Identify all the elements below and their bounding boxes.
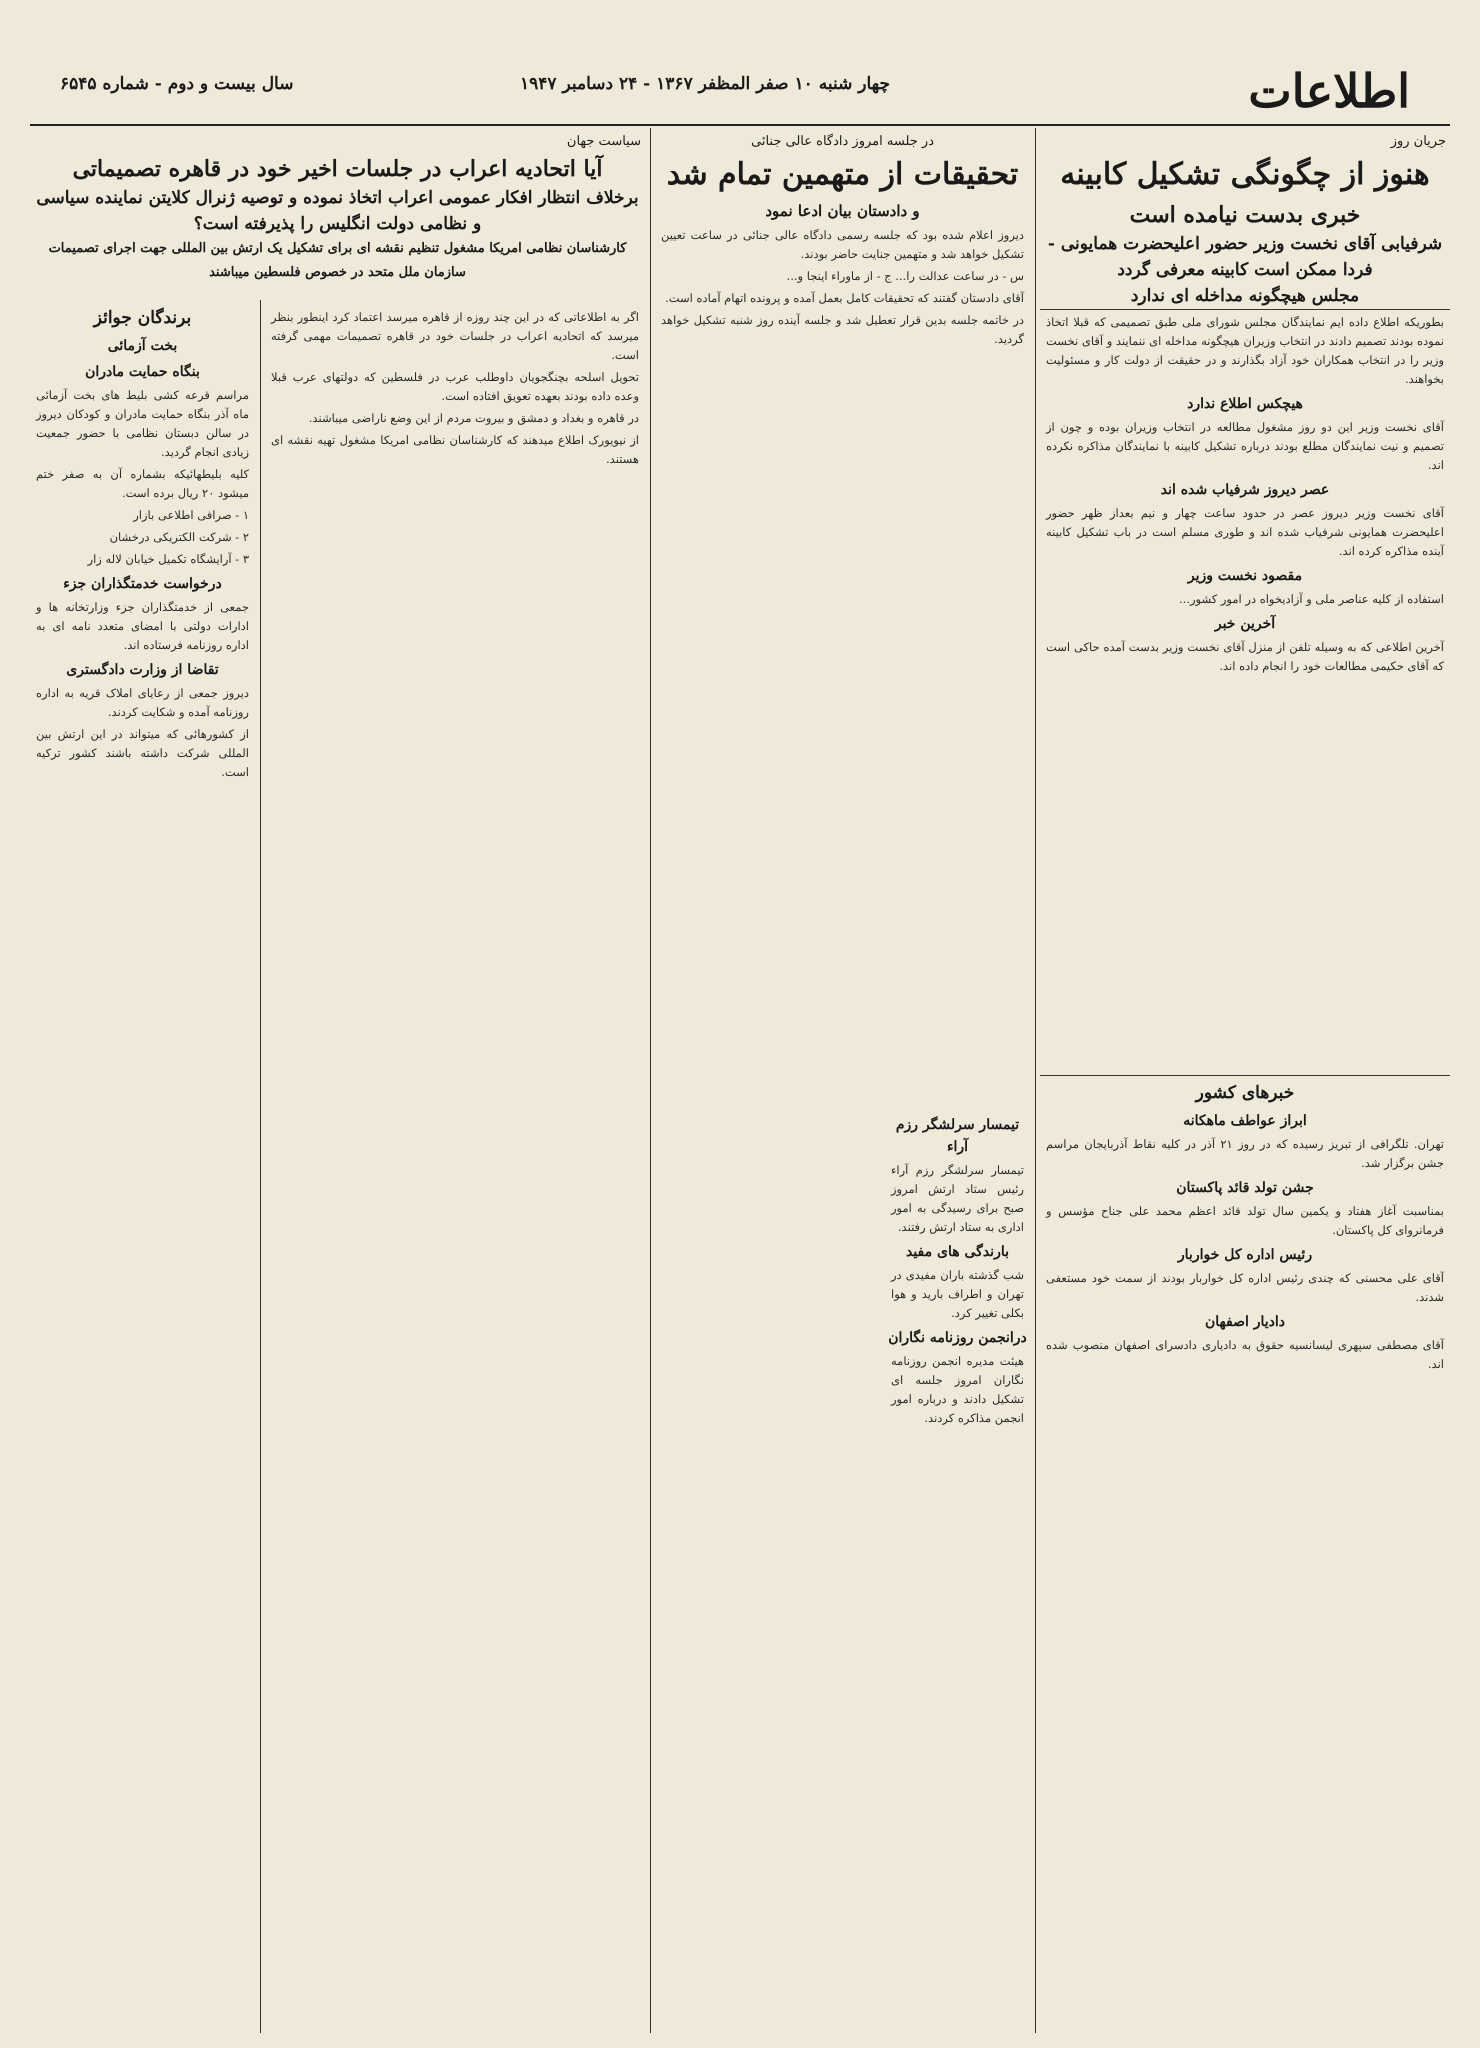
world-politics-header (30, 130, 645, 300)
prize-line: ۱ - صرافی اطلاعی بازار (133, 508, 249, 522)
headline: هنوز از چگونگی تشکیل کابینه (1060, 157, 1430, 192)
crosshead: درانجمن روزنامه نگاران (888, 1330, 1027, 1346)
pull-quote: کارشناسان نظامی امریکا مشغول تنظیم نقشه ای برای تشکیل یک ارتش بین المللی جهت اجرای تصمیمات سازمان ملل متحد در خصوص فلسطین میباشند (48, 241, 627, 280)
headline: تحقیقات از متهمین تمام شد (666, 157, 1019, 192)
section-kicker: در جلسه امروز دادگاه عالی جنائی (751, 134, 934, 149)
paragraph: تهران. تلگرافی از تبریز رسیده که در روز ۲۱ آذر در کلیه نقاط آذربایجان مراسم جشن برگزار شد. (1046, 1137, 1444, 1170)
domestic-news-column (1040, 1080, 1450, 2030)
crosshead: تیمسار سرلشگر رزم آراء (895, 1117, 1020, 1155)
paragraph: آقای دادستان گفتند که تحقیقات کامل بعمل آمده و پرونده اتهام آماده است. (665, 291, 1024, 305)
crosshead: عصر دیروز شرفیاب شده اند (1160, 482, 1330, 498)
prize-line: ۲ - شرکت الکتریکی درخشان (109, 530, 249, 544)
paragraph: تحویل اسلحه بچنگجویان داوطلب عرب در فلسطین که دولتهای عرب قبلا وعده داده بودند بعهده تعویق افتاده است. (271, 370, 639, 403)
subheadline: خبری بدست نیامده است (1129, 202, 1361, 228)
crosshead: مقصود نخست وزیر (1187, 568, 1303, 584)
court-story (655, 130, 1030, 2030)
paragraph: تیمسار سرلشگر رزم آراء رئیس ستاد ارتش امروز صبح برای رسیدگی به امور اداری به ستاد ارتش رفتند. (891, 1163, 1024, 1234)
masthead (30, 58, 1450, 126)
paragraph: دیروز جمعی از رعایای املاک قریه به اداره روزنامه آمده و شکایت کردند. (36, 686, 249, 719)
headline: آیا اتحادیه اعراب در جلسات اخیر خود در قاهره تصمیماتی (72, 156, 603, 182)
paragraph: س - در ساعت عدالت را... ج - از ماوراء اینجا و... (786, 269, 1024, 283)
paragraph: آقای مصطفی سپهری لیسانسیه حقوق به دادیاری دادسرای اصفهان منصوب شده اند. (1046, 1338, 1444, 1371)
column-rule (260, 300, 261, 2033)
section-head: خبرهای کشور (1195, 1083, 1295, 1103)
paragraph: بمناسبت آغاز هفتاد و یکمین سال تولد قائد اعظم محمد علی جناح مؤسس و فرمانروای کل پاکستان. (1046, 1204, 1444, 1237)
paragraph: بطوریکه اطلاع داده ایم نمایندگان مجلس شورای ملی طبق تصمیمی که قبلا اتخاذ نموده بودند تصمیم دادند در انتخاب وزیران هیچگونه مداخله ای ننمایند و آقای نخست وزیر را در انتخاب همکاران خود آزاد بگذارند و در حقیقت از دولت کار و مسئولیت بخواهند. (1046, 315, 1444, 386)
subheadline: و دادستان بیان ادعا نمود (765, 202, 920, 220)
paragraph: کلیه بلیطهائیکه بشماره آن به صفر ختم میشود ۲۰ ریال برده است. (36, 467, 249, 500)
section-kicker: جریان روز (1390, 134, 1446, 149)
paragraph: در خاتمه جلسه بدین قرار تعطیل شد و جلسه آینده روز شنبه تشکیل خواهد گردید. (661, 313, 1024, 346)
lottery-winners-column (30, 305, 255, 2030)
crosshead: دادیار اصفهان (1204, 1314, 1285, 1330)
column-rule (650, 128, 651, 2033)
spacer (1044, 1110, 1056, 1114)
paragraph: آخرین اطلاعی که به وسیله تلفن از منزل آقای نخست وزیر بدست آمده حاکی است که آقای حکیمی مطالعات خود را انجام داده اند. (1046, 640, 1444, 673)
section-head: برندگان جوائز (93, 308, 192, 328)
crosshead: آخرین خبر (1214, 616, 1276, 632)
crosshead: بخت آزمائی (107, 338, 178, 354)
paragraph: شب گذشته باران مفیدی در تهران و اطراف بارید و هوا بکلی تغییر کرد. (891, 1268, 1024, 1320)
paragraph: از نیویورک اطلاع میدهند که کارشناسان نظامی امریکا مشغول تهیه نقشه ای هستند. (271, 433, 639, 466)
paragraph: آقای علی محسنی که چندی رئیس اداره کل خواربار بودند از سمت خود مستعفی شدند. (1046, 1271, 1444, 1304)
subheadline: مجلس هیچگونه مداخله ای ندارد (1040, 283, 1450, 310)
dateline: چهار شنبه ۱۰ صفر المظفر ۱۳۶۷ - ۲۴ دسامبر ۱۹۴۷ (520, 74, 890, 94)
paragraph: استفاده از کلیه عناصر ملی و آزادیخواه در امور کشور... (1179, 592, 1444, 606)
paragraph: در قاهره و بغداد و دمشق و بیروت مردم از این وضع ناراضی میباشند. (308, 411, 639, 425)
prize-line: ۳ - آرایشگاه تکمیل خیابان لاله زار (87, 552, 249, 566)
issue-number: سال بیست و دوم - شماره ۶۵۴۵ (60, 74, 294, 94)
crosshead: هیچکس اطلاع ندارد (1187, 396, 1303, 412)
crosshead: بنگاه حمایت مادران (85, 364, 200, 380)
crosshead: درخواست خدمتگذاران جزء (63, 576, 222, 592)
paragraph: اگر به اطلاعاتی که در این چند روزه از قاهره میرسد اعتماد کرد اینطور بنظر میرسد که اتحادیه اعراب در جلسات خود در قاهره تصمیمات مهمی گرفته است. (271, 310, 639, 362)
paragraph: آقای نخست وزیر این دو روز مشغول مطالعه در انتخاب وزیران بوده و چون از تصمیم و نیت نمایندگان مطلع بودند درباره تشکیل کابینه با نمایندگان مذاکره نکرده اند. (1046, 420, 1444, 472)
section-rule (1040, 1075, 1450, 1076)
crosshead: رئیس اداره کل خواربار (1177, 1247, 1313, 1263)
lead-story-cabinet (1040, 130, 1450, 1070)
crosshead: تقاضا از وزارت دادگستری (66, 662, 219, 678)
paragraph: از کشورهائی که میتواند در این ارتش بین المللی شرکت داشته باشند کشور ترکیه است. (36, 727, 249, 779)
paragraph: هیئت مدیره انجمن روزنامه نگاران امروز جلسه ای تشکیل دادند و درباره امور انجمن مذاکره کردند. (891, 1354, 1024, 1425)
paragraph: جمعی از خدمتگذاران جزء وزارتخانه ها و ادارات دولتی با امضای متعدد نامه ای به اداره روزنامه فرستاده اند. (36, 600, 249, 652)
crosshead: ابراز عواطف ماهکانه (1183, 1113, 1307, 1129)
newspaper-logo: اطلاعات (1248, 64, 1410, 118)
paragraph: مراسم قرعه کشی بلیط های بخت آزمائی ماه آذر بنگاه حمایت مادران و کودکان دیروز در سالن دبستان نظامی با حضور جمعیت زیادی انجام گردید. (36, 388, 249, 459)
deck: برخلاف انتظار افکار عمومی اعراب اتخاذ نموده و توصیه ژنرال کلایتن نماینده سیاسی و نظامی دولت انگلیس را پذیرفته است؟ (36, 188, 639, 234)
crosshead: بارندگی های مفید (905, 1244, 1009, 1260)
column-rule (1035, 128, 1036, 2033)
deck: شرفیابی آقای نخست وزیر حضور اعلیحضرت همایونی - فردا ممکن است کابینه معرفی گردد (1047, 234, 1443, 280)
crosshead: جشن تولد قائد پاکستان (1176, 1180, 1314, 1196)
paragraph: آقای نخست وزیر دیروز عصر در حدود ساعت چهار و نیم بعداز ظهر حضور اعلیحضرت همایونی شرفیاب شده اند و طوری مسلم است در باب تشکیل کابینه آینده مذاکره کرده اند. (1046, 506, 1444, 558)
world-politics-body (265, 305, 645, 2030)
paragraph: دیروز اعلام شده بود که جلسه رسمی دادگاه عالی جنائی در ساعت تعیین تشکیل خواهد شد و متهمین جنایت حاضر بودند. (661, 228, 1024, 261)
section-kicker: سیاست جهان (566, 134, 641, 149)
